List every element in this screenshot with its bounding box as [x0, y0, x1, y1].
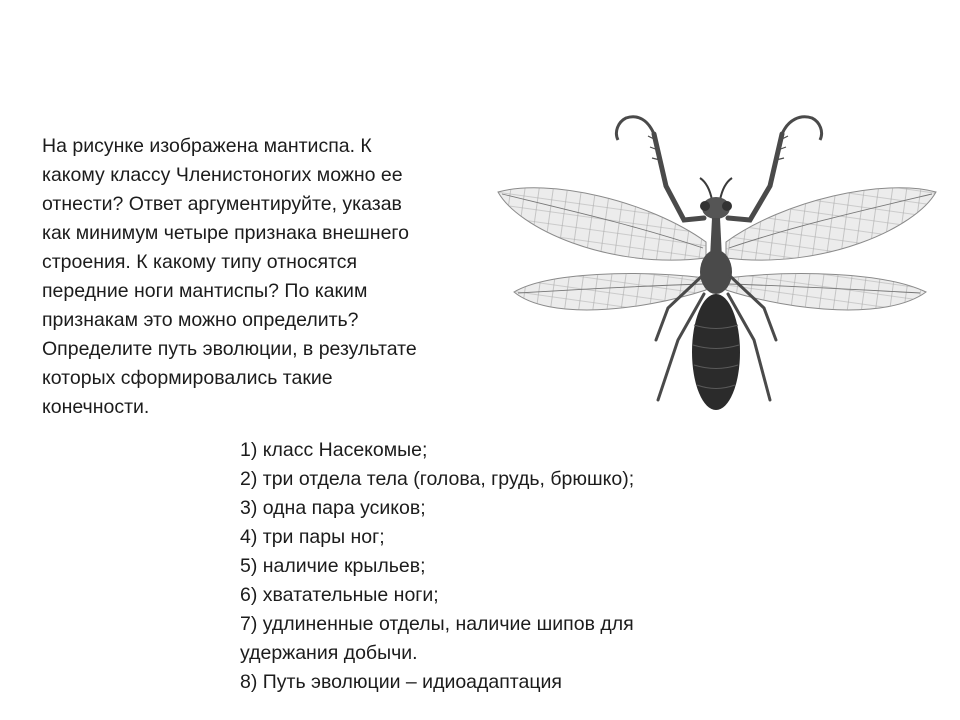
question-line: Определите путь эволюции, в результате [42, 338, 417, 360]
forewing-right [726, 188, 936, 260]
answer-item: 6) хватательные ноги; [240, 584, 439, 606]
antennae [700, 178, 732, 200]
answer-item: 4) три пары ног; [240, 526, 385, 548]
mantispa-figure [488, 100, 943, 420]
thorax [700, 250, 732, 294]
answer-item: 2) три отдела тела (голова, грудь, брюшко); [240, 468, 635, 490]
answer-item: 1) класс Насекомые; [240, 439, 428, 461]
question-line: конечности. [42, 396, 150, 418]
abdomen [692, 294, 740, 410]
answer-list [240, 436, 710, 697]
question-line: какому классу Членистоногих можно ее [42, 164, 403, 186]
answer-item: 3) одна пара усиков; [240, 497, 426, 519]
question-line: На рисунке изображена мантиспа. К [42, 135, 372, 157]
answer-item: 8) Путь эволюции – идиоадаптация [240, 671, 562, 693]
question-line: строения. К какому типу относятся [42, 251, 358, 273]
hindwing-left [514, 274, 706, 310]
question-line: признакам это можно определить? [42, 309, 359, 331]
answer-item: 7) удлиненные отделы, наличие шипов для удержания добычи. [240, 613, 634, 664]
answer-item: 5) наличие крыльев; [240, 555, 426, 577]
question-line: отнести? Ответ аргументируйте, указав [42, 193, 402, 215]
hindwing-right [726, 274, 926, 310]
question-line: которых сформировались такие [42, 367, 333, 389]
mantispa-illustration [488, 100, 943, 420]
question-line: как минимум четыре признака внешнего [42, 222, 409, 244]
question-line: передние ноги мантиспы? По каким [42, 280, 368, 302]
question-text [42, 132, 472, 422]
